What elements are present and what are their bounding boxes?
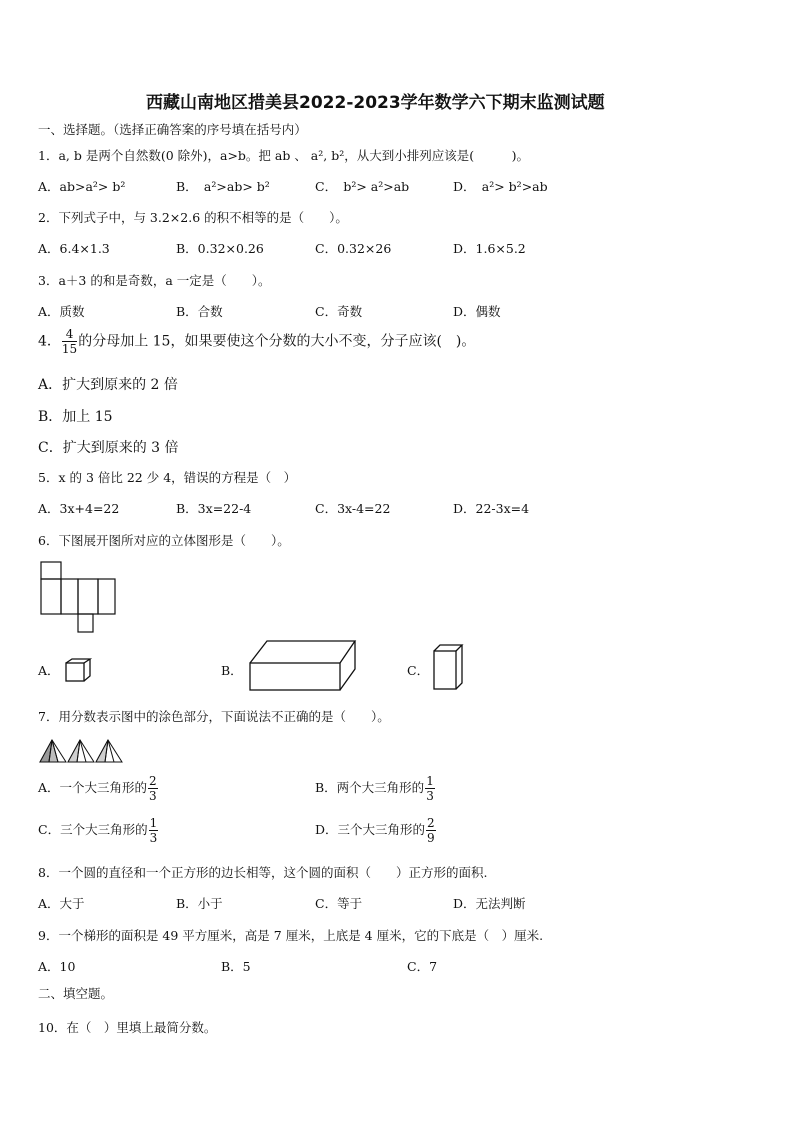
q5-option-a: A．3x+4=22 (38, 501, 120, 516)
question-5: 5．x 的 3 倍比 22 少 4，错误的方程是（ ） (38, 470, 297, 485)
page-title: 西藏山南地区措美县2022-2023学年数学六下期末监测试题 (146, 93, 605, 113)
q1-option-d: D． a²> b²>ab (453, 179, 548, 194)
q2-option-d: D．1.6×5.2 (453, 241, 526, 256)
q4-option-c: C．扩大到原来的 3 倍 (38, 440, 179, 456)
q7-option-a-fraction (148, 775, 158, 802)
q4-fraction-denominator: 15 (61, 342, 78, 356)
question-2: 2．下列式子中，与 3.2×2.6 的积不相等的是（ ）。 (38, 210, 348, 225)
q9-option-c: C．7 (407, 959, 438, 974)
section-heading-fill: 二、填空题。 (38, 986, 114, 1001)
q7-option-b-fraction (425, 775, 435, 802)
cube-net-figure (38, 560, 118, 635)
q6-option-b: B． (221, 663, 243, 678)
tall-cuboid-icon (431, 642, 467, 692)
q7-option-d (315, 817, 437, 844)
small-cube-icon (64, 657, 94, 685)
q2-option-b: B．0.32×0.26 (176, 241, 264, 256)
q7-d-numerator: 2 (427, 816, 435, 830)
q7-option-d-label: D．三个大三角形的 (315, 822, 426, 837)
q2-option-a: A．6.4×1.3 (38, 241, 110, 256)
q4-option-a: A．扩大到原来的 2 倍 (38, 377, 178, 393)
q5-option-c: C．3x-4=22 (315, 501, 391, 516)
q7-option-c (38, 817, 159, 844)
q3-option-d: D．偶数 (453, 304, 501, 319)
q8-option-b: B．小于 (176, 896, 223, 911)
q4-number: 4． (38, 333, 61, 350)
q7-d-denominator: 9 (427, 831, 435, 845)
q8-option-c: C．等于 (315, 896, 363, 911)
q9-option-b: B．5 (221, 959, 251, 974)
q7-option-c-fraction (149, 817, 159, 844)
question-8: 8．一个圆的直径和一个正方形的边长相等，这个圆的面积（ ）正方形的面积. (38, 865, 488, 880)
q4-stem: 的分母加上 15，如果要使这个分数的大小不变，分子应该( )。 (78, 333, 476, 350)
q7-b-numerator: 1 (426, 774, 434, 788)
question-9: 9．一个梯形的面积是 49 平方厘米，高是 7 厘米，上底是 4 厘米，它的下底是（ ）厘米. (38, 928, 544, 943)
q6-option-a: A． (38, 663, 60, 678)
question-6: 6．下图展开图所对应的立体图形是（ ）。 (38, 533, 290, 548)
q4-fraction-numerator: 4 (62, 328, 77, 342)
question-10: 10．在（ ）里填上最简分数。 (38, 1020, 217, 1035)
q7-a-denominator: 3 (149, 789, 157, 803)
q7-c-denominator: 3 (149, 831, 158, 845)
q3-option-b: B．合数 (176, 304, 223, 319)
q3-option-a: A．质数 (38, 304, 85, 319)
q6-option-c: C． (407, 663, 430, 678)
q4-option-b: B．加上 15 (38, 409, 113, 425)
q4-fraction (62, 328, 77, 355)
question-7: 7．用分数表示图中的涂色部分，下面说法不正确的是（ ）。 (38, 709, 390, 724)
q5-option-b: B．3x=22-4 (176, 501, 252, 516)
q7-option-b-label: B．两个大三角形的 (315, 780, 425, 795)
question-4 (38, 328, 475, 355)
q1-option-b: B． a²>ab> b² (176, 179, 270, 194)
q7-option-b (315, 775, 436, 802)
q7-option-a (38, 775, 159, 802)
q8-option-d: D．无法判断 (453, 896, 526, 911)
q9-option-a: A．10 (38, 959, 76, 974)
q8-option-a: A．大于 (38, 896, 85, 911)
q7-option-a-label: A．一个大三角形的 (38, 780, 148, 795)
q1-option-a: A．ab>a²> b² (38, 179, 126, 194)
q7-option-d-fraction (426, 817, 436, 844)
question-1: 1．a, b 是两个自然数(0 除外)，a>b。把 ab 、 a², b²，从大到小排列应该是( )。 (38, 148, 529, 163)
question-3: 3．a＋3 的和是奇数，a 一定是（ ）。 (38, 273, 271, 288)
q1-option-c: C． b²> a²>ab (315, 179, 410, 194)
q7-b-denominator: 3 (426, 789, 434, 803)
q7-a-numerator: 2 (149, 774, 157, 788)
q5-option-d: D．22-3x=4 (453, 501, 530, 516)
q7-c-numerator: 1 (149, 816, 158, 830)
q3-option-c: C．奇数 (315, 304, 363, 319)
q7-option-c-label: C．三个大三角形的 (38, 822, 148, 837)
q2-option-c: C．0.32×26 (315, 241, 392, 256)
flat-cuboid-icon (247, 636, 359, 694)
section-heading-choice: 一、选择题。（选择正确答案的序号填在括号内） (38, 122, 307, 137)
shaded-triangles-figure (38, 738, 128, 764)
